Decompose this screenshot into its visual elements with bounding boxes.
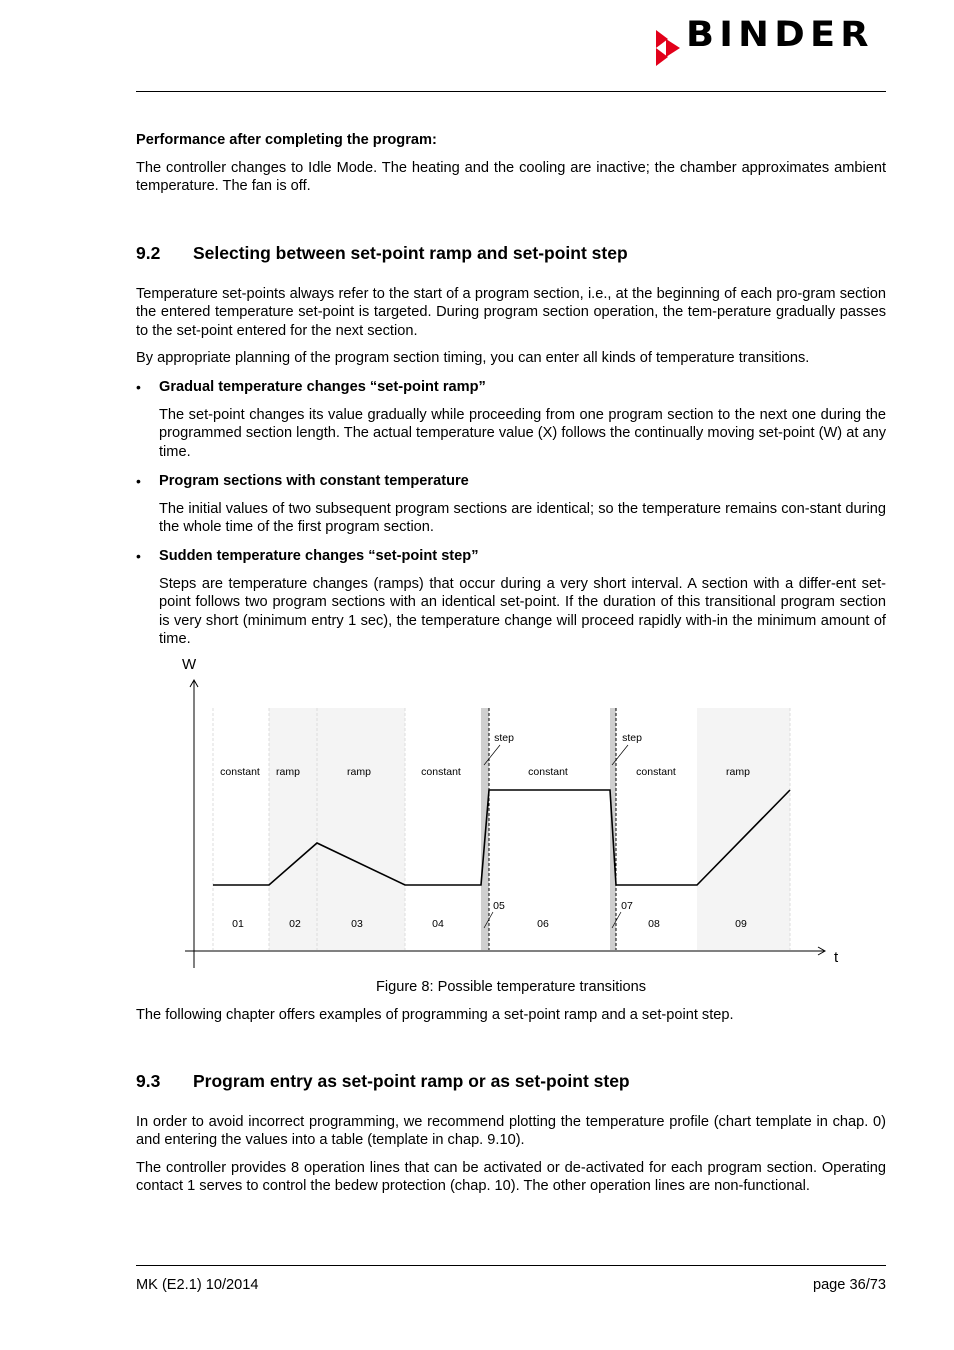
bullet-title: Sudden temperature changes “set-point step”: [159, 548, 479, 564]
x-axis-label: t: [834, 949, 839, 966]
section-number: 9.3: [136, 1071, 161, 1091]
bullet-body: The set-point changes its value gradually while proceeding from one program section to the next one during the programmed section length. The actual temperature value (X) follows the continually moving set-point (W) at any time.: [159, 407, 886, 460]
bullet-body: The initial values of two subsequent program sections are identical; so the temperature remains con-stant during the whole time of the first program section.: [159, 501, 886, 536]
section-number-label: 03: [351, 918, 363, 930]
section-type-label: step: [494, 732, 514, 744]
section-9-2-heading: [136, 244, 628, 262]
bullet-icon: •: [136, 548, 141, 564]
logo-arrows-icon: [656, 30, 682, 66]
logo-text: BINDER: [686, 15, 874, 55]
footer-rule: [136, 1265, 886, 1266]
section-number-label: 04: [432, 918, 444, 930]
section-number-label: 09: [735, 918, 747, 930]
paragraph: By appropriate planning of the program section timing, you can enter all kinds of temperature transitions.: [136, 350, 810, 366]
section-type-label: constant: [636, 766, 676, 778]
paragraph: Temperature set-points always refer to the start of a program section, i.e., at the beginning of each pro-gram section the entered temperature set-point is targeted. During program section operation, the tem-perature gradually passes to the set-point entered for the next section.: [136, 286, 886, 339]
section-type-label: constant: [528, 766, 568, 778]
section-type-label: ramp: [347, 766, 371, 778]
section-type-label: ramp: [276, 766, 300, 778]
section-9-3-heading: [136, 1072, 630, 1090]
header-rule: [136, 91, 886, 92]
section-number-label: 08: [648, 918, 660, 930]
paragraph: In order to avoid incorrect programming, we recommend plotting the temperature profile (chart template in chap. 0) and entering the values into a table (template in chap. 9.10).: [136, 1114, 886, 1149]
section-number-label: 06: [537, 918, 549, 930]
bullet-icon: •: [136, 473, 141, 489]
paragraph: The following chapter offers examples of programming a set-point ramp and a set-point step.: [136, 1007, 734, 1023]
section-type-label: constant: [220, 766, 260, 778]
bullet-icon: •: [136, 379, 141, 395]
section-type-label: ramp: [726, 766, 750, 778]
section-number-label: 01: [232, 918, 244, 930]
bullet-title: Program sections with constant temperature: [159, 473, 469, 489]
section-number: 9.2: [136, 243, 161, 263]
binder-logo: [656, 15, 874, 71]
bullet-title: Gradual temperature changes “set-point ramp”: [159, 379, 486, 395]
footer-version: MK (E2.1) 10/2014: [136, 1277, 259, 1293]
performance-heading: Performance after completing the program:: [136, 132, 437, 148]
section-title: Selecting between set-point ramp and set-point step: [193, 243, 628, 263]
section-type-label: constant: [421, 766, 461, 778]
temperature-transitions-figure: [0, 640, 954, 980]
section-title: Program entry as set-point ramp or as set-point step: [193, 1071, 630, 1091]
figure-caption: Figure 8: Possible temperature transitions: [375, 979, 647, 995]
section-number-label: 05: [493, 900, 505, 912]
section-number-label: 02: [289, 918, 301, 930]
bullet-body: Steps are temperature changes (ramps) that occur during a very short interval. A section with a differ-ent set-point follows two program sections with an identical set-point. If the duration of this transitional program section is very short (minimum entry 1 sec), the temperature change will proceed rapidly with-in the minimum amount of time.: [159, 576, 886, 648]
footer-page-number: page 36/73: [812, 1277, 886, 1293]
performance-body: The controller changes to Idle Mode. The heating and the cooling are inactive; the chamber approximates ambient temperature. The fan is off.: [136, 160, 886, 195]
section-number-label: 07: [621, 900, 633, 912]
section-type-label: step: [622, 732, 642, 744]
paragraph: The controller provides 8 operation lines that can be activated or de-activated for each program section. Operating contact 1 serves to control the bedew protection (chap. 10). The other operation lines are non-functional.: [136, 1160, 886, 1195]
y-axis-label: W: [182, 656, 197, 673]
